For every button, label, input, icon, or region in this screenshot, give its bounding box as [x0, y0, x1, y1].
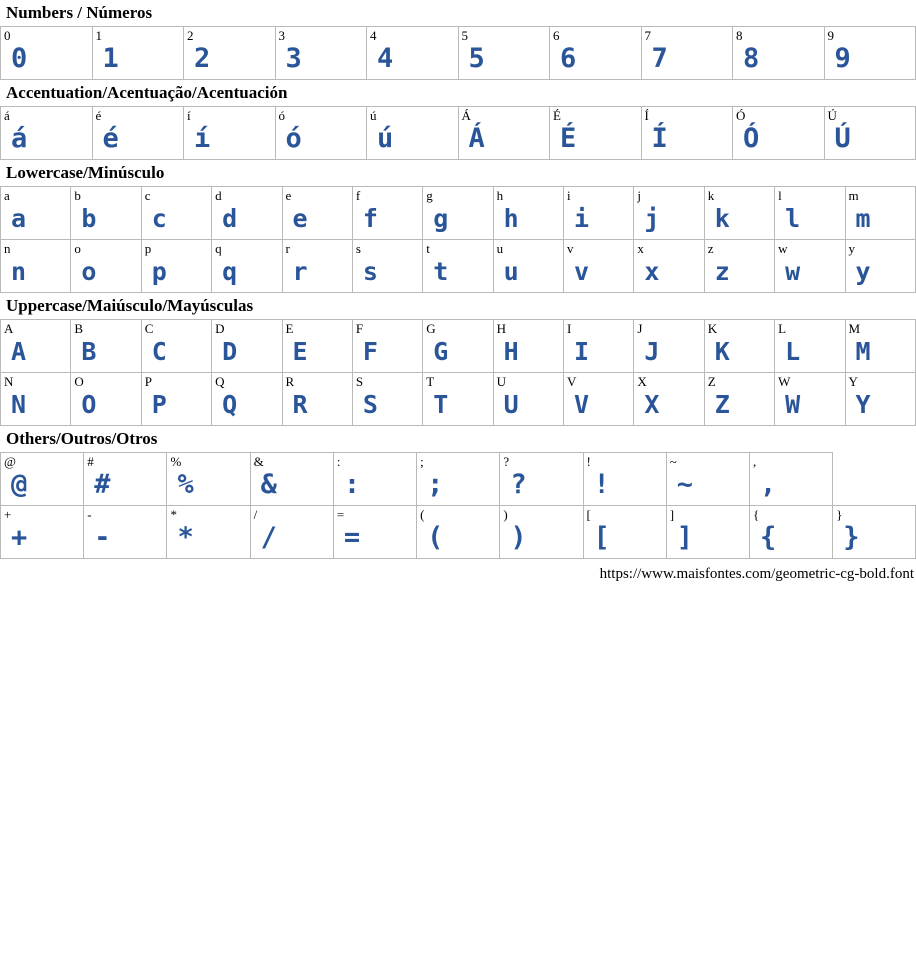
glyph-cell[interactable]	[71, 373, 141, 426]
source-url: https://www.maisfontes.com/geometric-cg-bold.font	[599, 566, 914, 582]
glyph-label: :	[336, 454, 341, 469]
glyph-label: N	[4, 374, 14, 389]
glyph-cell[interactable]	[1, 373, 71, 426]
glyph-label: %	[170, 454, 182, 469]
glyph-sample: 5	[468, 43, 486, 74]
glyph-cell[interactable]	[352, 187, 422, 240]
glyph-sample: ó	[285, 123, 303, 154]
glyph-label: ó	[278, 108, 285, 123]
glyph-sample: U	[503, 390, 520, 419]
glyph-cell[interactable]	[250, 506, 333, 559]
glyph-sample: s	[362, 257, 379, 286]
glyph-cell[interactable]	[641, 27, 733, 80]
glyph-sample: Z	[714, 390, 731, 419]
glyph-label: J	[637, 321, 643, 336]
glyph-label: Q	[215, 374, 225, 389]
glyph-cell[interactable]	[84, 453, 167, 506]
glyph-label: P	[144, 374, 152, 389]
glyph-table	[0, 26, 916, 80]
glyph-label: Ú	[827, 108, 837, 123]
glyph-row	[1, 187, 916, 240]
glyph-label: V	[567, 374, 577, 389]
glyph-sample: ~	[676, 469, 694, 500]
glyph-cell[interactable]	[833, 506, 916, 559]
glyph-cell[interactable]	[84, 506, 167, 559]
glyph-label: o	[74, 241, 81, 256]
glyph-label: G	[426, 321, 436, 336]
glyph-label: R	[285, 374, 295, 389]
glyph-sample: n	[11, 257, 27, 286]
glyph-label: 6	[553, 28, 560, 43]
glyph-cell[interactable]	[704, 240, 774, 293]
glyph-cell[interactable]	[749, 453, 832, 506]
glyph-sample: r	[292, 257, 309, 286]
glyph-sample: A	[11, 337, 27, 366]
glyph-sample: J	[644, 337, 660, 366]
glyph-cell[interactable]	[583, 453, 666, 506]
glyph-cell[interactable]	[775, 373, 845, 426]
glyph-sample: (	[427, 522, 444, 553]
empty-cell	[833, 453, 916, 506]
glyph-label: K	[707, 321, 718, 336]
glyph-sample: v	[574, 257, 590, 286]
glyph-cell[interactable]	[212, 320, 282, 373]
glyph-label: }	[836, 507, 843, 522]
glyph-label: [	[586, 507, 591, 522]
glyph-sample: S	[362, 390, 379, 419]
glyph-sample: q	[222, 257, 238, 286]
glyph-cell[interactable]	[845, 373, 916, 426]
glyph-cell[interactable]	[845, 187, 916, 240]
glyph-cell[interactable]	[282, 373, 352, 426]
glyph-sample: Ó	[743, 123, 760, 154]
glyph-label: ]	[669, 507, 675, 522]
glyph-sample: o	[81, 257, 97, 286]
glyph-label: ;	[420, 454, 424, 469]
glyph-sample: {	[759, 522, 777, 553]
glyph-cell[interactable]	[749, 506, 832, 559]
glyph-cell[interactable]	[367, 107, 459, 160]
glyph-sample: C	[151, 337, 168, 366]
glyph-sample: D	[222, 337, 238, 366]
glyph-label: g	[426, 188, 433, 203]
glyph-sample: B	[81, 337, 97, 366]
glyph-cell[interactable]	[704, 187, 774, 240]
glyph-label: )	[503, 507, 508, 522]
glyph-cell[interactable]	[704, 373, 774, 426]
glyph-label: f	[355, 188, 361, 203]
glyph-cell[interactable]	[550, 107, 642, 160]
glyph-label: b	[74, 188, 81, 203]
glyph-cell[interactable]	[417, 506, 500, 559]
glyph-cell[interactable]	[641, 107, 733, 160]
glyph-cell[interactable]	[733, 107, 825, 160]
glyph-cell[interactable]	[733, 27, 825, 80]
glyph-label: D	[215, 321, 225, 336]
glyph-label: é	[95, 108, 102, 123]
glyph-label: (	[420, 507, 425, 522]
glyph-cell[interactable]	[352, 320, 422, 373]
glyph-cell[interactable]	[184, 107, 276, 160]
glyph-sample: 0	[11, 43, 28, 74]
glyph-sample: I	[574, 337, 590, 366]
glyph-label: E	[285, 321, 294, 336]
section-title: Numbers / Números	[6, 3, 153, 22]
glyph-sample: /	[260, 522, 278, 553]
glyph-sample: j	[644, 204, 660, 233]
glyph-cell[interactable]	[141, 187, 211, 240]
glyph-cell[interactable]	[634, 373, 704, 426]
glyph-sample: l	[785, 204, 801, 233]
glyph-label: p	[144, 241, 152, 256]
glyph-label: B	[74, 321, 84, 336]
glyph-cell[interactable]	[458, 27, 550, 80]
glyph-label: É	[553, 108, 561, 123]
glyph-sample: f	[362, 204, 379, 233]
glyph-row	[1, 453, 916, 506]
section-title: Lowercase/Minúsculo	[6, 163, 165, 182]
glyph-label: n	[4, 241, 11, 256]
glyph-label: *	[170, 507, 177, 522]
glyph-cell[interactable]	[367, 27, 459, 80]
glyph-sample: Y	[855, 390, 872, 419]
glyph-sample: é	[102, 123, 120, 154]
glyph-label: m	[848, 188, 859, 203]
glyph-cell[interactable]	[333, 453, 416, 506]
glyph-cell[interactable]	[1, 453, 84, 506]
glyph-sample: e	[292, 204, 309, 233]
glyph-label: T	[426, 374, 435, 389]
glyph-sample: R	[292, 390, 309, 419]
glyph-cell[interactable]	[500, 453, 583, 506]
glyph-label: 0	[4, 28, 11, 43]
glyph-sample: k	[714, 204, 731, 233]
glyph-sample: i	[574, 204, 590, 233]
glyph-sample: g	[433, 204, 449, 233]
glyph-label: q	[215, 241, 222, 256]
glyph-sample: K	[714, 337, 731, 366]
glyph-sample: É	[560, 123, 577, 154]
glyph-cell[interactable]	[71, 320, 141, 373]
glyph-sample: W	[785, 390, 801, 419]
glyph-sample: !	[593, 469, 611, 500]
glyph-label: #	[87, 454, 94, 469]
glyph-label: á	[4, 108, 10, 123]
glyph-label: 1	[95, 28, 102, 43]
glyph-cell[interactable]	[634, 320, 704, 373]
glyph-label: c	[144, 188, 151, 203]
glyph-label: =	[336, 507, 345, 522]
glyph-cell[interactable]	[71, 240, 141, 293]
glyph-label: /	[253, 507, 258, 522]
glyph-sample: *	[177, 522, 195, 553]
glyph-cell[interactable]	[141, 320, 211, 373]
glyph-table	[0, 452, 916, 559]
glyph-label: F	[355, 321, 364, 336]
glyph-cell[interactable]	[824, 27, 916, 80]
glyph-cell[interactable]	[167, 453, 250, 506]
glyph-cell[interactable]	[1, 187, 71, 240]
glyph-sample: :	[343, 469, 361, 500]
glyph-label: í	[187, 108, 191, 123]
glyph-sample: h	[503, 204, 520, 233]
glyph-cell[interactable]	[333, 506, 416, 559]
glyph-sample: V	[574, 390, 590, 419]
glyph-sample: ?	[510, 469, 528, 500]
glyph-label: H	[496, 321, 507, 336]
glyph-label: 9	[827, 28, 834, 43]
glyph-cell[interactable]	[564, 320, 634, 373]
glyph-sample: Ú	[834, 123, 852, 154]
glyph-cell[interactable]	[564, 373, 634, 426]
glyph-cell[interactable]	[500, 506, 583, 559]
glyph-label: l	[778, 188, 782, 203]
glyph-sample: }	[843, 522, 860, 553]
glyph-cell[interactable]	[212, 187, 282, 240]
glyph-sample: w	[785, 257, 801, 286]
glyph-label: Í	[644, 108, 649, 123]
glyph-sample: &	[260, 469, 278, 500]
glyph-label: a	[4, 188, 10, 203]
glyph-cell[interactable]	[666, 453, 749, 506]
glyph-sample: @	[11, 469, 28, 500]
glyph-sample: 6	[560, 43, 577, 74]
glyph-row	[1, 320, 916, 373]
glyph-sample: ]	[676, 522, 694, 553]
glyph-table	[0, 106, 916, 160]
glyph-label: 2	[187, 28, 194, 43]
glyph-cell[interactable]	[824, 107, 916, 160]
glyph-label: -	[87, 507, 92, 522]
glyph-label: z	[707, 241, 714, 256]
glyph-sample: d	[222, 204, 238, 233]
glyph-label: I	[567, 321, 572, 336]
glyph-label: e	[285, 188, 292, 203]
glyph-cell[interactable]	[423, 320, 493, 373]
glyph-cell[interactable]	[458, 107, 550, 160]
glyph-label: x	[637, 241, 644, 256]
glyph-sample: ú	[377, 123, 394, 154]
glyph-cell[interactable]	[564, 187, 634, 240]
glyph-sample: x	[644, 257, 660, 286]
glyph-cell[interactable]	[493, 373, 563, 426]
glyph-sample: y	[855, 257, 872, 286]
glyph-row	[1, 27, 916, 80]
glyph-label: s	[355, 241, 361, 256]
glyph-cell[interactable]	[1, 107, 93, 160]
glyph-label: {	[752, 507, 760, 522]
glyph-cell[interactable]	[352, 240, 422, 293]
glyph-label: O	[74, 374, 84, 389]
glyph-row	[1, 373, 916, 426]
glyph-sample: +	[11, 522, 28, 553]
glyph-label: W	[778, 374, 791, 389]
glyph-label: 7	[644, 28, 651, 43]
glyph-label: d	[215, 188, 222, 203]
section-title: Uppercase/Maiúsculo/Mayúsculas	[6, 296, 254, 315]
glyph-cell[interactable]	[845, 240, 916, 293]
glyph-cell[interactable]	[282, 187, 352, 240]
glyph-label: Z	[707, 374, 716, 389]
glyph-sample: 3	[285, 43, 303, 74]
glyph-label: y	[848, 241, 855, 256]
glyph-cell[interactable]	[550, 27, 642, 80]
glyph-label: S	[355, 374, 364, 389]
glyph-sample: N	[11, 390, 27, 419]
glyph-cell[interactable]	[417, 453, 500, 506]
glyph-cell[interactable]	[141, 240, 211, 293]
glyph-label: 8	[736, 28, 743, 43]
glyph-label: k	[707, 188, 715, 203]
glyph-sample: Q	[222, 390, 238, 419]
glyph-sample: -	[94, 522, 111, 553]
glyph-cell[interactable]	[1, 27, 93, 80]
glyph-sample: O	[81, 390, 97, 419]
glyph-cell[interactable]	[352, 373, 422, 426]
glyph-sample: m	[855, 204, 872, 233]
glyph-cell[interactable]	[775, 240, 845, 293]
glyph-sample: a	[11, 204, 27, 233]
glyph-cell[interactable]	[212, 373, 282, 426]
glyph-sample: 9	[834, 43, 852, 74]
glyph-cell[interactable]	[184, 27, 276, 80]
glyph-cell[interactable]	[704, 320, 774, 373]
glyph-table	[0, 319, 916, 426]
glyph-sample: G	[433, 337, 449, 366]
glyph-label: X	[637, 374, 647, 389]
glyph-sample: X	[644, 390, 660, 419]
glyph-label: ?	[503, 454, 510, 469]
glyph-cell[interactable]	[634, 240, 704, 293]
glyph-sample: M	[855, 337, 872, 366]
glyph-sample: %	[177, 469, 195, 500]
section-title: Accentuation/Acentuação/Acentuación	[6, 83, 288, 102]
glyph-sample: T	[433, 390, 449, 419]
glyph-cell[interactable]	[423, 373, 493, 426]
glyph-cell[interactable]	[250, 453, 333, 506]
glyph-cell[interactable]	[493, 240, 563, 293]
glyph-sample: c	[151, 204, 168, 233]
glyph-label: Y	[848, 374, 858, 389]
glyph-sample: F	[362, 337, 379, 366]
glyph-cell[interactable]	[71, 187, 141, 240]
glyph-sample: L	[785, 337, 801, 366]
glyph-sample: =	[343, 522, 361, 553]
glyph-label: !	[586, 454, 591, 469]
glyph-label: 5	[461, 28, 468, 43]
glyph-label: A	[4, 321, 14, 336]
glyph-cell[interactable]	[666, 506, 749, 559]
glyph-label: C	[144, 321, 154, 336]
glyph-label: w	[778, 241, 788, 256]
glyph-label: h	[496, 188, 504, 203]
glyph-cell[interactable]	[275, 27, 367, 80]
glyph-label: U	[496, 374, 507, 389]
glyph-sample: á	[11, 123, 28, 154]
glyph-cell[interactable]	[141, 373, 211, 426]
glyph-cell[interactable]	[845, 320, 916, 373]
glyph-cell[interactable]	[275, 107, 367, 160]
glyph-table	[0, 186, 916, 293]
glyph-sample: ,	[759, 469, 777, 500]
glyph-label: ,	[752, 454, 757, 469]
glyph-cell[interactable]	[282, 320, 352, 373]
glyph-cell[interactable]	[92, 107, 184, 160]
glyph-label: ~	[669, 454, 677, 469]
glyph-sample: )	[510, 522, 528, 553]
glyph-cell[interactable]	[775, 187, 845, 240]
glyph-sample: H	[503, 337, 520, 366]
glyph-sample: 4	[377, 43, 394, 74]
glyph-label: +	[4, 507, 12, 522]
glyph-sample: [	[593, 522, 611, 553]
glyph-sample: p	[151, 257, 168, 286]
glyph-label: v	[567, 241, 574, 256]
glyph-label: ú	[370, 108, 377, 123]
glyph-label: &	[253, 454, 264, 469]
glyph-cell[interactable]	[282, 240, 352, 293]
glyph-row	[1, 107, 916, 160]
glyph-cell[interactable]	[493, 320, 563, 373]
section-title: Others/Outros/Otros	[6, 429, 158, 448]
glyph-cell[interactable]	[564, 240, 634, 293]
glyph-sample: P	[151, 390, 168, 419]
glyph-label: M	[848, 321, 861, 336]
glyph-cell[interactable]	[423, 187, 493, 240]
glyph-label: u	[496, 241, 504, 256]
glyph-cell[interactable]	[493, 187, 563, 240]
glyph-sample: 2	[194, 43, 211, 74]
glyph-label: 4	[370, 28, 377, 43]
glyph-sample: Í	[651, 123, 669, 154]
glyph-sample: 7	[651, 43, 669, 74]
glyph-label: Ó	[736, 108, 746, 123]
glyph-label: i	[567, 188, 571, 203]
glyph-sample: ;	[427, 469, 444, 500]
glyph-sample: Á	[468, 123, 486, 154]
glyph-cell[interactable]	[583, 506, 666, 559]
glyph-label: @	[4, 454, 16, 469]
glyph-label: Á	[461, 108, 471, 123]
glyph-row	[1, 506, 916, 559]
glyph-label: L	[778, 321, 787, 336]
glyph-sample: 8	[743, 43, 760, 74]
glyph-sample: #	[94, 469, 111, 500]
glyph-cell[interactable]	[775, 320, 845, 373]
glyph-cell[interactable]	[1, 320, 71, 373]
glyph-sample: z	[714, 257, 731, 286]
glyph-sample: t	[433, 257, 449, 286]
glyph-cell[interactable]	[1, 506, 84, 559]
glyph-sample: E	[292, 337, 309, 366]
glyph-cell[interactable]	[212, 240, 282, 293]
glyph-label: 3	[278, 28, 285, 43]
glyph-cell[interactable]	[1, 240, 71, 293]
glyph-cell[interactable]	[634, 187, 704, 240]
glyph-sample: í	[194, 123, 211, 154]
glyph-cell[interactable]	[423, 240, 493, 293]
glyph-sample: 1	[102, 43, 120, 74]
glyph-cell[interactable]	[92, 27, 184, 80]
glyph-sample: b	[81, 204, 97, 233]
glyph-cell[interactable]	[167, 506, 250, 559]
glyph-label: r	[285, 241, 290, 256]
glyph-row	[1, 240, 916, 293]
glyph-label: j	[637, 188, 641, 203]
glyph-sample: u	[503, 257, 520, 286]
glyph-label: t	[426, 241, 430, 256]
